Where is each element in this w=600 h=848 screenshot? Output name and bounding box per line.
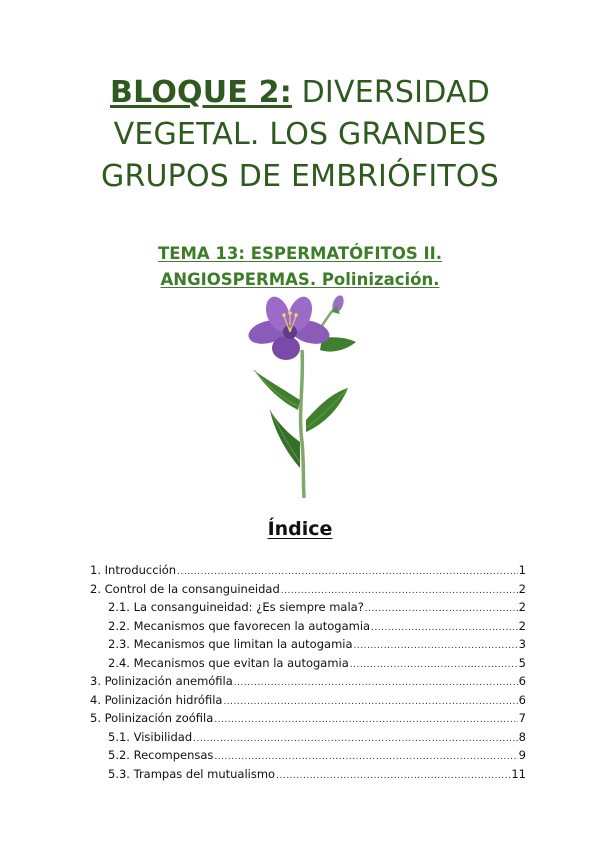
toc-entry[interactable] bbox=[90, 580, 526, 599]
toc-entry-number: 3. bbox=[90, 674, 101, 688]
toc-entry-label: La consanguineidad: ¿Es siempre mala? bbox=[133, 600, 364, 614]
toc-dot-leader bbox=[234, 674, 518, 693]
toc-entry-number: 2.2. bbox=[108, 618, 130, 633]
toc-entry-label: Mecanismos que favorecen la autogamia bbox=[133, 618, 371, 633]
tema-title-line2: ANGIOSPERMAS. Polinización. bbox=[160, 270, 440, 289]
tema-title-line1: TEMA 13: ESPERMATÓFITOS II. bbox=[157, 244, 443, 263]
toc-entry-number: 5. bbox=[90, 711, 101, 725]
toc-entry-label: Trampas del mutualismo bbox=[133, 766, 276, 781]
toc-entry-label: Polinización hidrófila bbox=[104, 692, 223, 707]
toc-dot-leader bbox=[214, 711, 517, 730]
tema-title bbox=[60, 241, 540, 293]
toc-entry-page: 6 bbox=[518, 674, 526, 688]
block-title-line2: VEGETAL. LOS GRANDES bbox=[113, 117, 487, 152]
toc-entry[interactable] bbox=[90, 746, 526, 765]
toc-entry[interactable] bbox=[90, 654, 526, 673]
toc-dot-leader bbox=[354, 637, 518, 656]
toc-dot-leader bbox=[371, 619, 518, 638]
toc-entry-number: 5.1. bbox=[108, 729, 130, 744]
toc-entry-label: Recompensas bbox=[133, 748, 214, 762]
table-of-contents bbox=[90, 561, 526, 783]
block-title-rest: DIVERSIDAD bbox=[291, 75, 490, 110]
toc-entry[interactable] bbox=[90, 672, 526, 691]
toc-entry[interactable] bbox=[90, 709, 526, 728]
toc-entry-label: Introducción bbox=[104, 563, 177, 577]
toc-entry-number: 4. bbox=[90, 692, 101, 707]
toc-entry-number: 2.3. bbox=[108, 637, 130, 651]
toc-entry-page: 7 bbox=[518, 711, 526, 725]
toc-entry-number: 5.3. bbox=[108, 766, 130, 781]
toc-dot-leader bbox=[276, 767, 510, 786]
toc-entry-page: 9 bbox=[518, 748, 526, 762]
toc-entry-label: Visibilidad bbox=[133, 729, 193, 744]
toc-dot-leader bbox=[350, 656, 518, 675]
toc-entry-label: Control de la consanguineidad bbox=[104, 581, 280, 596]
block-title-line1 bbox=[40, 72, 560, 114]
toc-entry-page: 2 bbox=[518, 618, 526, 633]
toc-entry-number: 2.1. bbox=[108, 600, 130, 614]
toc-entry-page: 11 bbox=[511, 766, 526, 781]
flower-illustration bbox=[240, 292, 370, 502]
toc-entry-label: Polinización anemófila bbox=[104, 674, 233, 688]
toc-entry-page: 5 bbox=[518, 655, 526, 670]
toc-entry-number: 5.2. bbox=[108, 748, 130, 762]
toc-entry[interactable] bbox=[90, 617, 526, 636]
toc-entry-page: 1 bbox=[518, 563, 526, 577]
toc-entry-page: 2 bbox=[518, 600, 526, 614]
toc-entry[interactable] bbox=[90, 765, 526, 784]
toc-dot-leader bbox=[193, 730, 518, 749]
toc-dot-leader bbox=[223, 693, 517, 712]
toc-entry-page: 2 bbox=[518, 581, 526, 596]
block-title bbox=[40, 72, 560, 198]
toc-entry-number: 2.4. bbox=[108, 655, 130, 670]
toc-entry[interactable] bbox=[90, 635, 526, 654]
toc-entry[interactable] bbox=[90, 691, 526, 710]
toc-entry-page: 8 bbox=[518, 729, 526, 744]
toc-dot-leader bbox=[365, 600, 518, 619]
toc-entry-label: Mecanismos que evitan la autogamia bbox=[133, 655, 349, 670]
block-title-line3: GRUPOS DE EMBRIÓFITOS bbox=[101, 159, 499, 194]
toc-entry-number: 2. bbox=[90, 581, 101, 596]
toc-entry-number: 1. bbox=[90, 563, 101, 577]
toc-entry-label: Polinización zoófila bbox=[104, 711, 214, 725]
toc-entry-label: Mecanismos que limitan la autogamia bbox=[133, 637, 353, 651]
toc-entry[interactable] bbox=[90, 561, 526, 580]
index-title: Índice bbox=[267, 518, 333, 540]
toc-entry-page: 6 bbox=[518, 692, 526, 707]
toc-entry[interactable] bbox=[90, 728, 526, 747]
block-label: BLOQUE 2: bbox=[110, 75, 292, 110]
toc-entry[interactable] bbox=[90, 598, 526, 617]
toc-entry-page: 3 bbox=[518, 637, 526, 651]
